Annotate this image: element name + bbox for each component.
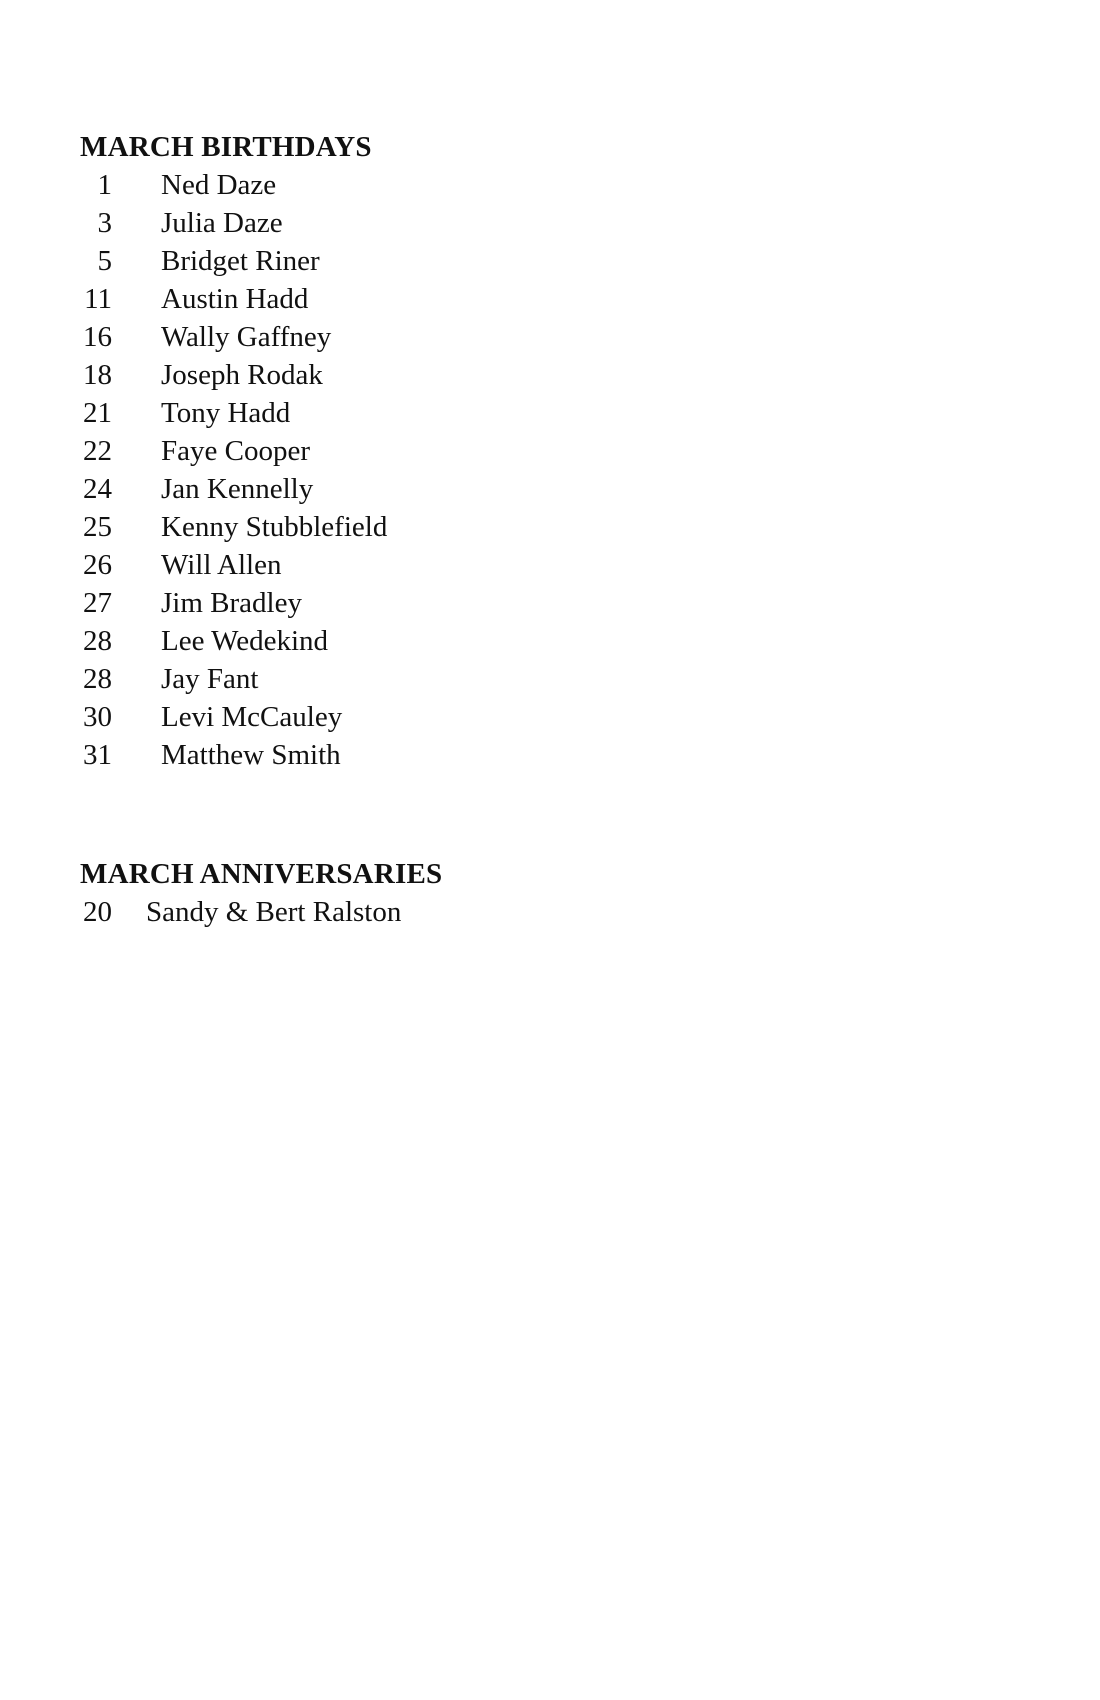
birthday-name: Matthew Smith	[161, 739, 341, 771]
birthday-entry	[80, 318, 387, 356]
birthday-day: 25	[83, 511, 112, 543]
birthday-entry	[80, 280, 387, 318]
birthday-entry	[80, 698, 387, 736]
birthday-day: 5	[97, 245, 112, 277]
birthday-name: Jim Bradley	[161, 587, 302, 619]
birthday-day: 1	[97, 169, 112, 201]
birthday-entry	[80, 584, 387, 622]
birthdays-heading: MARCH BIRTHDAYS	[80, 131, 372, 163]
birthday-day: 30	[83, 701, 112, 733]
birthday-day: 16	[83, 321, 112, 353]
birthday-entry	[80, 356, 387, 394]
birthday-day: 24	[83, 473, 112, 505]
birthday-entry	[80, 508, 387, 546]
birthday-name: Julia Daze	[161, 207, 283, 239]
birthday-name: Austin Hadd	[161, 283, 309, 315]
birthday-day: 27	[83, 587, 112, 619]
birthday-day: 31	[83, 739, 112, 771]
birthday-name: Faye Cooper	[161, 435, 310, 467]
birthday-name: Wally Gaffney	[161, 321, 332, 353]
birthday-day: 21	[83, 397, 112, 429]
birthday-entry	[80, 432, 387, 470]
birthday-name: Will Allen	[161, 549, 282, 581]
birthday-entry	[80, 622, 387, 660]
birthday-name: Ned Daze	[161, 169, 277, 201]
anniversary-name: Sandy & Bert Ralston	[146, 896, 402, 928]
birthday-entry	[80, 546, 387, 584]
anniversary-day: 20	[83, 896, 112, 928]
birthday-name: Tony Hadd	[161, 397, 291, 429]
birthday-day: 22	[83, 435, 112, 467]
birthday-name: Joseph Rodak	[161, 359, 323, 391]
birthday-name: Jay Fant	[161, 663, 259, 695]
birthday-entry	[80, 204, 387, 242]
birthday-name: Kenny Stubblefield	[161, 511, 388, 543]
anniversaries-heading: MARCH ANNIVERSARIES	[80, 858, 443, 890]
birthday-entry	[80, 166, 387, 204]
birthday-entry	[80, 394, 387, 432]
birthday-entry	[80, 660, 387, 698]
birthday-day: 18	[83, 359, 112, 391]
birthday-entry	[80, 736, 387, 774]
birthday-name: Lee Wedekind	[161, 625, 329, 657]
birthday-day: 28	[83, 625, 112, 657]
birthday-day: 11	[84, 283, 112, 315]
birthday-list	[80, 166, 387, 774]
anniversary-entry	[80, 893, 401, 931]
anniversary-list	[80, 893, 401, 931]
birthday-day: 3	[97, 207, 112, 239]
birthday-name: Levi McCauley	[161, 701, 343, 733]
birthday-name: Bridget Riner	[161, 245, 320, 277]
birthday-day: 28	[83, 663, 112, 695]
birthday-name: Jan Kennelly	[161, 473, 314, 505]
birthday-day: 26	[83, 549, 112, 581]
birthday-entry	[80, 470, 387, 508]
birthday-entry	[80, 242, 387, 280]
